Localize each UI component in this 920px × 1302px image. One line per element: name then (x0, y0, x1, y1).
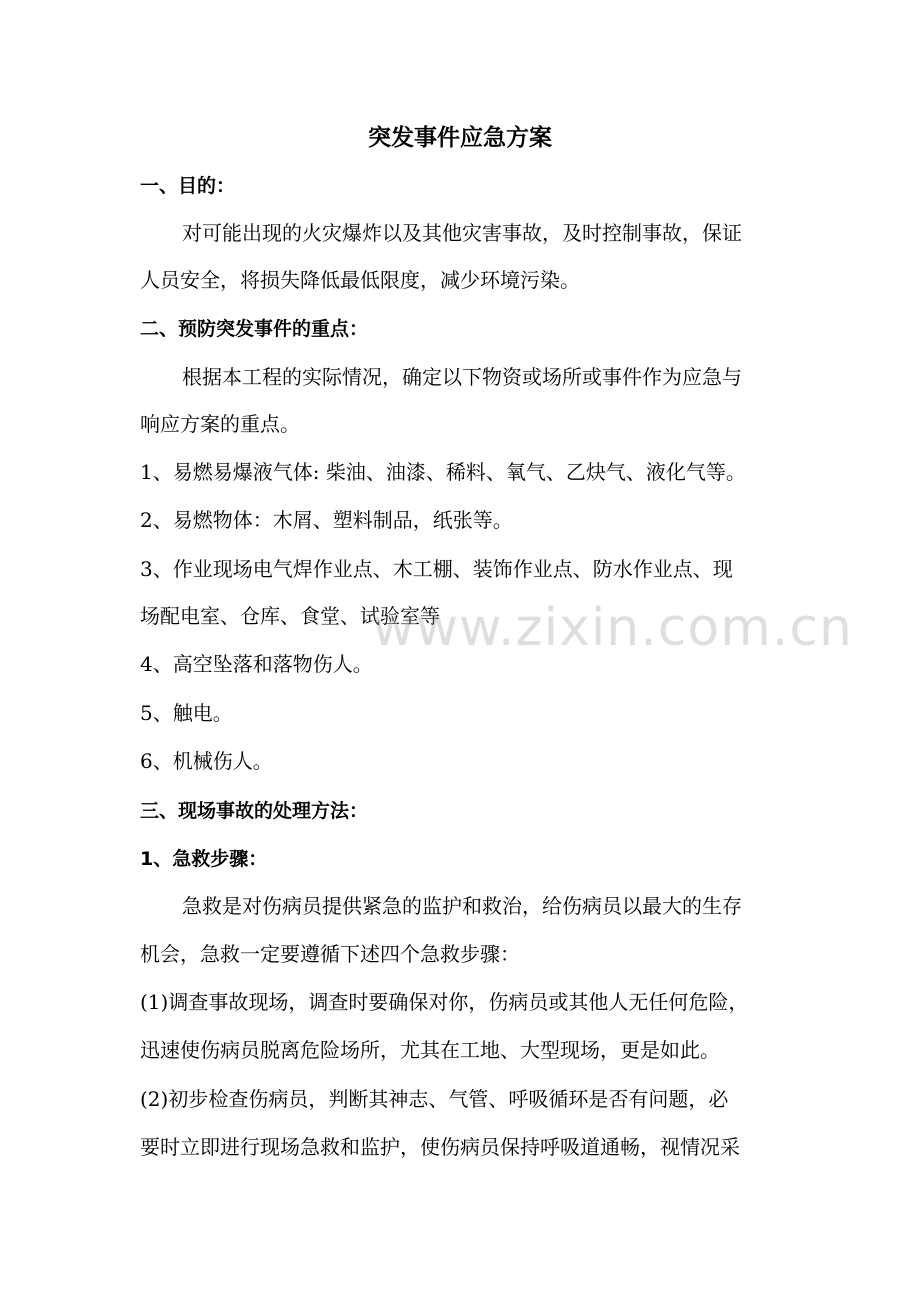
list-item: 6、机械伤人。 (140, 749, 273, 773)
paragraph-line: 急救是对伤病员提供紧急的监护和救治，给伤病员以最大的生存 (182, 894, 742, 918)
paragraph-line: 迅速使伤病员脱离危险场所，尤其在工地、大型现场，更是如此。 (140, 1038, 720, 1062)
paragraph-line: 机会，急救一定要遵循下述四个急救步骤： (140, 942, 520, 966)
paragraph-line: (1)调查事故现场，调查时要确保对你，伤病员或其他人无任何危险， (140, 990, 749, 1014)
subsection-heading: 1、急救步骤： (140, 848, 268, 870)
list-item: 场配电室、仓库、食堂、试验室等 (140, 604, 440, 628)
paragraph-line: 对可能出现的火灾爆炸以及其他灾害事故，及时控制事故，保证 (182, 221, 742, 245)
paragraph-line: 根据本工程的实际情况，确定以下物资或场所或事件作为应急与 (182, 365, 742, 389)
paragraph-line: (2)初步检查伤病员，判断其神志、气管、呼吸循环是否有问题，必 (140, 1087, 729, 1111)
paragraph-line: 人员安全，将损失降低最低限度，减少环境污染。 (140, 268, 580, 292)
document-title: 突发事件应急方案 (368, 125, 552, 151)
section-heading-purpose: 一、目的： (140, 175, 236, 197)
list-item: 1、易燃易爆液气体: 柴油、油漆、稀料、氧气、乙炔气、液化气等。 (140, 460, 746, 484)
list-item: 2、易燃物体：木屑、塑料制品，纸张等。 (140, 508, 513, 532)
list-item: 5、触电。 (140, 701, 233, 725)
section-heading-handling: 三、现场事故的处理方法： (140, 800, 369, 822)
watermark: www.zixin.com.cn (372, 598, 853, 658)
section-heading-prevention: 二、预防突发事件的重点： (140, 318, 369, 340)
paragraph-line: 响应方案的重点。 (140, 412, 300, 436)
list-item: 4、高空坠落和落物伤人。 (140, 652, 373, 676)
paragraph-line: 要时立即进行现场急救和监护，使伤病员保持呼吸道通畅，视情况采 (140, 1135, 740, 1159)
list-item: 3、作业现场电气焊作业点、木工棚、装饰作业点、防水作业点、现 (140, 557, 733, 581)
